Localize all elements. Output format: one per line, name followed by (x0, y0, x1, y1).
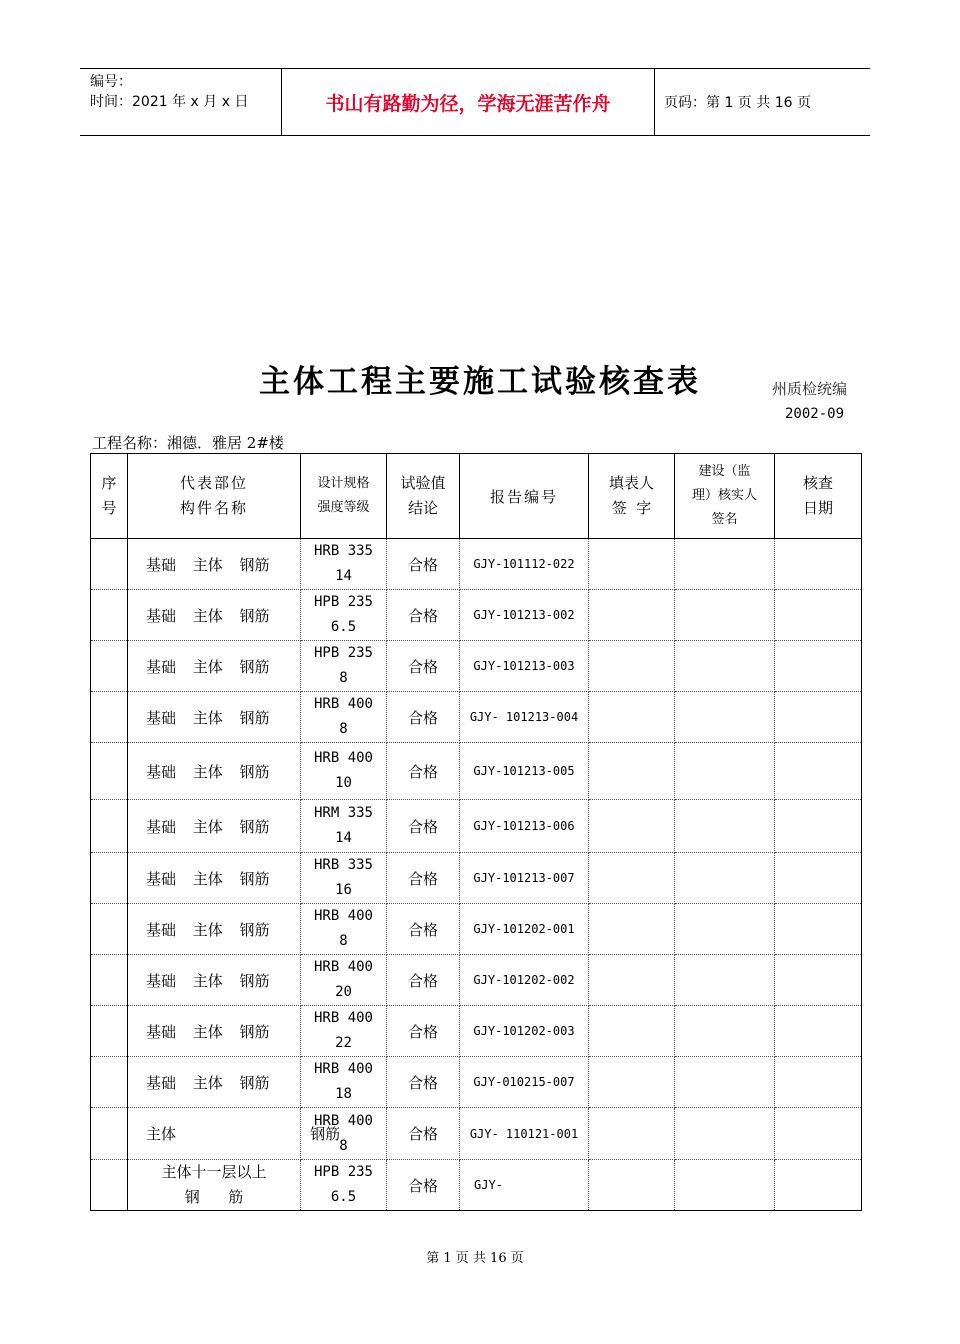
row-spec: HRB 400 8 (301, 1108, 387, 1160)
row-index (91, 800, 128, 853)
header-divider-right (654, 69, 655, 135)
row-check-date (775, 853, 862, 904)
row-filler-signature (589, 1006, 675, 1057)
row-report-number: GJY-101213-005 (460, 743, 589, 800)
row-result: 合格 (387, 1057, 460, 1108)
row-filler-signature (589, 641, 675, 692)
row-filler-signature (589, 853, 675, 904)
row-part: 基础 主体 钢筋 (128, 539, 301, 590)
header-spec: 设计规格 强度等级 (301, 454, 387, 539)
row-verifier-signature (675, 955, 775, 1006)
row-verifier-signature (675, 590, 775, 641)
row-index (91, 539, 128, 590)
table-row (91, 539, 862, 590)
header-report: 报告编号 (460, 454, 589, 539)
table-row (91, 692, 862, 743)
row-part: 基础 主体 钢筋 (128, 904, 301, 955)
row-result: 合格 (387, 955, 460, 1006)
row-check-date (775, 904, 862, 955)
table-row (91, 955, 862, 1006)
row-result: 合格 (387, 904, 460, 955)
row-verifier-signature (675, 853, 775, 904)
document-header (80, 68, 870, 136)
row-filler-signature (589, 743, 675, 800)
project-name: 工程名称：湘德．雅居 2#楼 (92, 434, 284, 452)
row-filler-signature (589, 904, 675, 955)
row-spec: HPB 235 6.5 (301, 1160, 387, 1211)
header-check-date: 核查 日期 (775, 454, 862, 539)
row-index (91, 1006, 128, 1057)
row-spec: HRB 400 18 (301, 1057, 387, 1108)
row-filler-signature (589, 955, 675, 1006)
inspection-table (90, 453, 862, 1211)
row-report-number: GJY-101213-006 (460, 800, 589, 853)
document-edition: 2002-09 (785, 406, 845, 422)
row-result: 合格 (387, 641, 460, 692)
row-index (91, 955, 128, 1006)
row-spec: HRB 400 8 (301, 904, 387, 955)
row-part: 基础 主体 钢筋 (128, 590, 301, 641)
table-row (91, 1160, 862, 1211)
row-check-date (775, 955, 862, 1006)
row-verifier-signature (675, 743, 775, 800)
table-row (91, 1108, 862, 1160)
row-check-date (775, 590, 862, 641)
row-check-date (775, 1057, 862, 1108)
row-index (91, 1108, 128, 1160)
table-row (91, 1057, 862, 1108)
row-report-number: GJY- (460, 1160, 589, 1211)
page-footer: 第 1 页 共 16 页 (426, 1251, 524, 1266)
row-report-number: GJY-101213-007 (460, 853, 589, 904)
table-row (91, 1006, 862, 1057)
row-part: 基础 主体 钢筋 (128, 1057, 301, 1108)
row-check-date (775, 1160, 862, 1211)
row-result: 合格 (387, 1108, 460, 1160)
table-row (91, 904, 862, 955)
header-meta (90, 72, 248, 112)
row-filler-signature (589, 692, 675, 743)
row-filler-signature (589, 1108, 675, 1160)
table-row (91, 641, 862, 692)
row-spec: HRB 335 14 (301, 539, 387, 590)
table-row (91, 853, 862, 904)
row-result: 合格 (387, 590, 460, 641)
row-part: 基础 主体 钢筋 (128, 955, 301, 1006)
row-spec: HPB 235 8 (301, 641, 387, 692)
row-part: 主体十一层以上 钢 筋 (128, 1160, 301, 1211)
row-spec: HRM 335 14 (301, 800, 387, 853)
row-filler-signature (589, 539, 675, 590)
row-part: 基础 主体 钢筋 (128, 1006, 301, 1057)
row-result: 合格 (387, 853, 460, 904)
row-filler-signature (589, 590, 675, 641)
row-index (91, 1057, 128, 1108)
row-report-number: GJY- 101213-004 (460, 692, 589, 743)
header-verifier: 建设（监 理）核实人 签名 (675, 454, 775, 539)
header-index: 序 号 (91, 454, 128, 539)
row-report-number: GJY- 110121-001 (460, 1108, 589, 1160)
row-spec: HRB 400 20 (301, 955, 387, 1006)
row-part: 主体 钢筋 (128, 1108, 301, 1160)
row-index (91, 641, 128, 692)
row-report-number: GJY-101213-002 (460, 590, 589, 641)
row-verifier-signature (675, 904, 775, 955)
row-part: 基础 主体 钢筋 (128, 692, 301, 743)
row-index (91, 904, 128, 955)
row-index (91, 743, 128, 800)
row-result: 合格 (387, 1160, 460, 1211)
row-check-date (775, 743, 862, 800)
row-part: 基础 主体 钢筋 (128, 743, 301, 800)
header-filler: 填表人 签 字 (589, 454, 675, 539)
table-row (91, 743, 862, 800)
row-report-number: GJY-101213-003 (460, 641, 589, 692)
row-result: 合格 (387, 743, 460, 800)
row-index (91, 590, 128, 641)
header-motto: 书山有路勤为径，学海无涯苦作舟 (325, 92, 611, 115)
row-report-number: GJY-101202-001 (460, 904, 589, 955)
document-time-label: 时间：2021 年 x 月 x 日 (90, 94, 249, 110)
row-spec: HRB 400 10 (301, 743, 387, 800)
row-report-number: GJY-101202-003 (460, 1006, 589, 1057)
header-page-info: 页码：第 1 页 共 16 页 (664, 95, 811, 111)
row-check-date (775, 641, 862, 692)
row-check-date (775, 1108, 862, 1160)
row-spec: HRB 400 8 (301, 692, 387, 743)
row-check-date (775, 692, 862, 743)
row-check-date (775, 539, 862, 590)
document-number-label: 编号： (90, 74, 132, 90)
row-verifier-signature (675, 1057, 775, 1108)
row-filler-signature (589, 1057, 675, 1108)
row-part: 基础 主体 钢筋 (128, 853, 301, 904)
row-verifier-signature (675, 692, 775, 743)
row-report-number: GJY-101202-002 (460, 955, 589, 1006)
row-result: 合格 (387, 1006, 460, 1057)
row-spec: HPB 235 6.5 (301, 590, 387, 641)
row-verifier-signature (675, 641, 775, 692)
row-filler-signature (589, 800, 675, 853)
row-filler-signature (589, 1160, 675, 1211)
row-result: 合格 (387, 800, 460, 853)
row-check-date (775, 800, 862, 853)
row-verifier-signature (675, 800, 775, 853)
document-editor: 州质检统编 (772, 380, 848, 398)
table-row (91, 590, 862, 641)
row-verifier-signature (675, 1108, 775, 1160)
row-part: 基础 主体 钢筋 (128, 641, 301, 692)
row-result: 合格 (387, 539, 460, 590)
header-result: 试验值 结论 (387, 454, 460, 539)
row-verifier-signature (675, 539, 775, 590)
row-index (91, 853, 128, 904)
row-report-number: GJY-101112-022 (460, 539, 589, 590)
row-part: 基础 主体 钢筋 (128, 800, 301, 853)
row-spec: HRB 335 16 (301, 853, 387, 904)
row-index (91, 692, 128, 743)
table-header-row (91, 454, 862, 539)
row-verifier-signature (675, 1006, 775, 1057)
row-spec: HRB 400 22 (301, 1006, 387, 1057)
row-result: 合格 (387, 692, 460, 743)
header-part: 代表部位 构件名称 (128, 454, 301, 539)
row-check-date (775, 1006, 862, 1057)
row-index (91, 1160, 128, 1211)
row-report-number: GJY-010215-007 (460, 1057, 589, 1108)
table-row (91, 800, 862, 853)
row-verifier-signature (675, 1160, 775, 1211)
document-title: 主体工程主要施工试验核查表 (259, 364, 701, 400)
